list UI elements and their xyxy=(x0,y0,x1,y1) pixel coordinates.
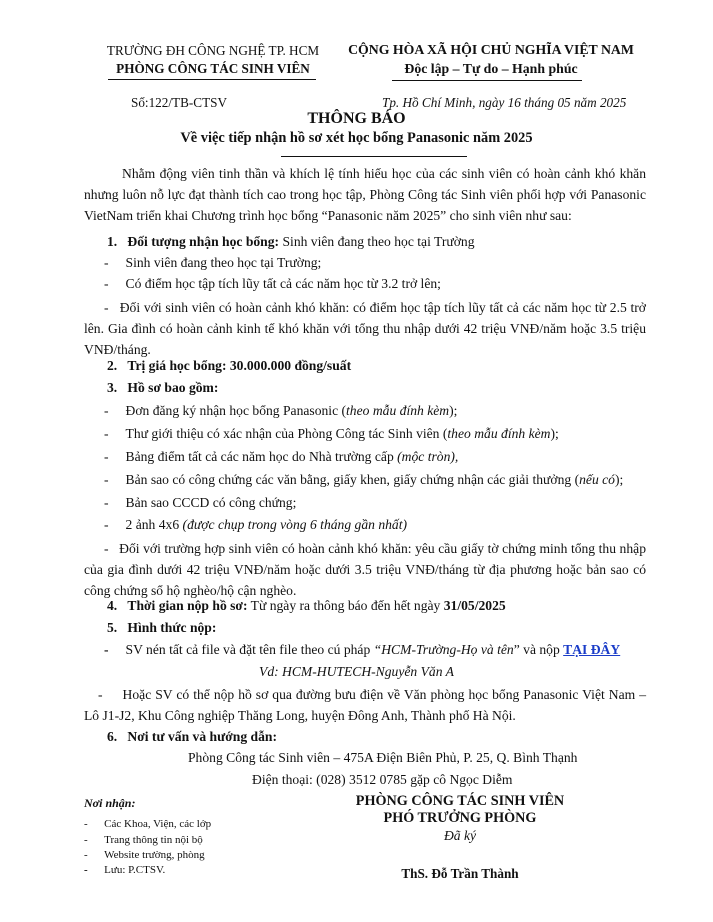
section-6-heading: 6. Nơi tư vấn và hướng dẫn: xyxy=(107,729,277,744)
school-name: TRƯỜNG ĐH CÔNG NGHỆ TP. HCM xyxy=(106,43,320,58)
office-name: PHÒNG CÔNG TÁC SINH VIÊN xyxy=(116,61,310,76)
filename-example: Vd: HCM-HUTECH-Nguyễn Văn A xyxy=(259,664,454,679)
signature-office: PHÒNG CÔNG TÁC SINH VIÊN xyxy=(355,793,565,809)
contact-address: Phòng Công tác Sinh viên – 475A Điện Biên Phủ, P. 25, Q. Bình Thạnh xyxy=(188,750,578,765)
signature-role: PHÓ TRƯỞNG PHÒNG xyxy=(383,810,537,826)
list-item: - Bản sao có công chứng các văn bằng, giấy khen, giấy chứng nhận các giải thưởng (nếu có); xyxy=(104,472,624,487)
list-item: - 2 ảnh 4x6 (được chụp trong vòng 6 tháng gần nhất) xyxy=(104,517,408,532)
list-item: - Bản sao CCCD có công chứng; xyxy=(104,495,297,510)
document-number: Số:122/TB-CTSV xyxy=(131,95,227,110)
list-item: - Thư giới thiệu có xác nhận của Phòng Công tác Sinh viên (theo mẫu đính kèm); xyxy=(104,426,559,441)
page-subtitle: Về việc tiếp nhận hồ sơ xét học bổng Panasonic năm 2025 xyxy=(180,130,533,146)
signature-status: Đã ký xyxy=(443,828,477,843)
national-title: CỘNG HÒA XÃ HỘI CHỦ NGHĨA VIỆT NAM xyxy=(348,42,634,57)
section-4-heading: 4. Thời gian nộp hồ sơ: Từ ngày ra thông báo đến hết ngày 31/05/2025 xyxy=(107,598,506,613)
list-item: - Bảng điểm tất cả các năm học do Nhà trường cấp (mộc tròn), xyxy=(104,449,459,464)
list-item: - Website trường, phòng xyxy=(84,849,205,861)
page-title: THÔNG BÁO xyxy=(307,110,406,127)
title-underline xyxy=(281,156,467,157)
contact-phone: Điện thoại: (028) 3512 0785 gặp cô Ngọc Diễm xyxy=(252,772,513,787)
place-date: Tp. Hồ Chí Minh, ngày 16 tháng 05 năm 2025 xyxy=(382,95,627,110)
motto-underline xyxy=(392,80,582,81)
list-item: - Có điểm học tập tích lũy tất cả các năm học từ 3.2 trở lên; xyxy=(104,276,441,291)
section-3-special: - Đối với trường hợp sinh viên có hoàn cảnh khó khăn: yêu cầu giấy tờ chứng minh tổng thu nhập của gia đình dưới 42 triệu VNĐ/năm hoặc dưới 3.5 triệu VNĐ/tháng từ địa phương hoặc bản sao có công chứng sổ hộ nghèo/hộ cận nghèo. xyxy=(84,541,646,598)
list-item: - Các Khoa, Viện, các lớp xyxy=(84,818,212,830)
national-motto: Độc lập – Tự do – Hạnh phúc xyxy=(404,61,578,76)
signer-name: ThS. Đỗ Trần Thành xyxy=(401,866,519,881)
submit-link[interactable]: TẠI ĐÂY xyxy=(563,642,621,657)
section-2-heading: 2. Trị giá học bổng: 30.000.000 đồng/suất xyxy=(107,358,352,373)
section-3-heading: 3. Hồ sơ bao gồm: xyxy=(107,380,219,395)
office-underline xyxy=(108,79,316,80)
list-item: - Đơn đăng ký nhận học bổng Panasonic (theo mẫu đính kèm); xyxy=(104,403,458,418)
list-item: - Lưu: P.CTSV. xyxy=(84,864,166,876)
section-1-heading: 1. Đối tượng nhận học bổng: Sinh viên đang theo học tại Trường xyxy=(107,234,475,249)
postal-submission: - Hoặc SV có thể nộp hồ sơ qua đường bưu điện về Văn phòng học bổng Panasonic Việt Nam – Lô J1-J2, Khu Công nghiệp Thăng Long, huyện Đông Anh, Thành phố Hà Nội. xyxy=(84,687,646,723)
list-item: - SV nén tất cả file và đặt tên file theo cú pháp “HCM-Trường-Họ và tên” và nộp TẠI ĐÂY xyxy=(104,642,621,657)
list-item: - Sinh viên đang theo học tại Trường; xyxy=(104,255,322,270)
intro-paragraph: Nhằm động viên tinh thần và khích lệ tính hiếu học của các sinh viên có hoàn cảnh khó khăn nhưng luôn nỗ lực đạt thành tích cao trong học tập, Phòng Công tác Sinh viên phối hợp với Panasonic VietNam triển khai Chương trình học bổng “Panasonic năm 2025” cho sinh viên như sau: xyxy=(84,166,646,223)
section-5-heading: 5. Hình thức nộp: xyxy=(107,620,217,635)
list-item: - Trang thông tin nội bộ xyxy=(84,834,203,846)
section-1-special: - Đối với sinh viên có hoàn cảnh khó khăn: có điểm học tập tích lũy tất cả các năm học từ 2.5 trở lên. Gia đình có hoàn cảnh kinh tế khó khăn với tổng thu nhập dưới 42 triệu VNĐ/năm hoặc 3.5 triệu VNĐ/tháng. xyxy=(84,300,646,357)
recipients-label: Nơi nhận: xyxy=(84,796,136,810)
